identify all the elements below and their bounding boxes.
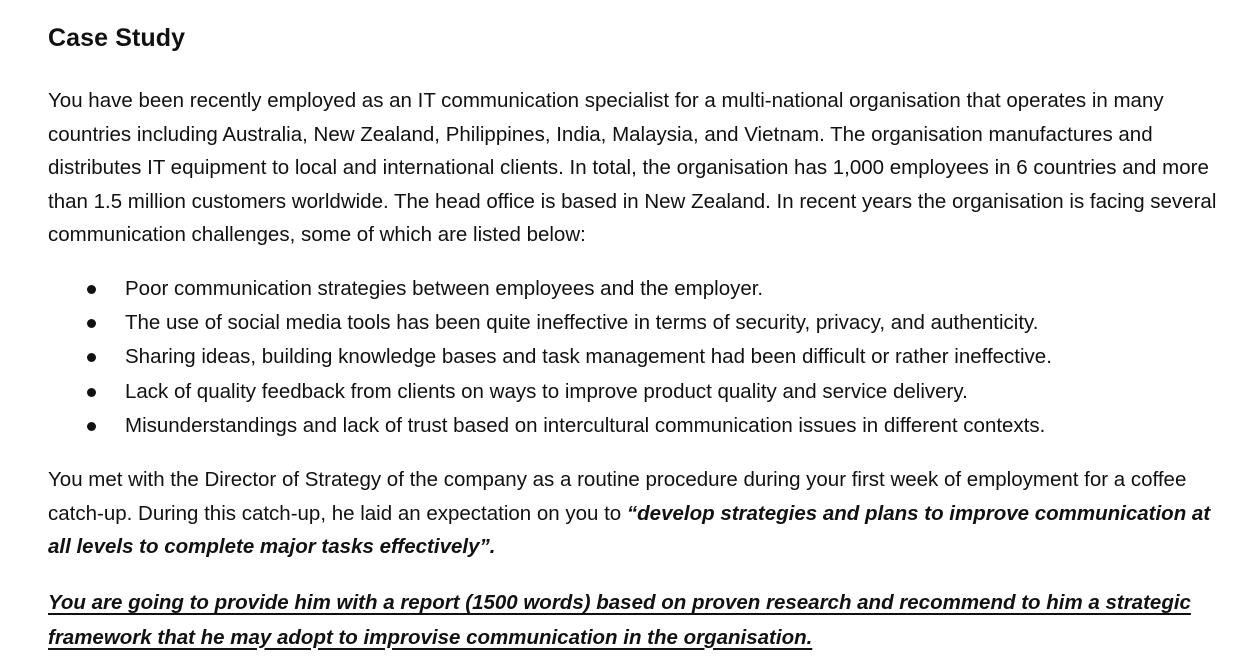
meeting-text: You met with the Director of Strategy of the company as a routine procedure during your first week of employment for a coffee catch-up. During this catch-up, he laid an expectation on you to [48, 468, 1187, 525]
list-item [0, 306, 1052, 340]
challenge-text: Sharing ideas, building knowledge bases and task management had been difficult or rather ineffective. [125, 345, 1052, 369]
bullet-icon [87, 388, 96, 397]
bullet-icon [87, 319, 96, 328]
list-item [0, 272, 1052, 306]
director-expectation-quote: “develop strategies and plans to improve communication at all levels to complete major tasks effectively”. [48, 501, 1211, 558]
document-title: Case Study [48, 24, 186, 52]
list-item [0, 375, 1052, 409]
meeting-paragraph [48, 463, 1228, 564]
challenge-text: Poor communication strategies between employees and the employer. [125, 277, 764, 300]
challenge-text: Lack of quality feedback from clients on ways to improve product quality and service delivery. [125, 379, 968, 403]
task-paragraph: You are going to provide him with a report (1500 words) based on proven research and recommend to him a strategic framework that he may adopt to improvise communication in the organisation. [48, 591, 1191, 649]
bullet-icon [87, 353, 96, 362]
challenge-text: Misunderstandings and lack of trust based on intercultural communication issues in different contexts. [125, 413, 1046, 437]
list-item [0, 409, 1052, 443]
bullet-icon [87, 285, 96, 294]
challenges-list [0, 272, 1052, 443]
bullet-icon [87, 422, 96, 431]
list-item [0, 340, 1052, 374]
intro-paragraph: You have been recently employed as an IT communication specialist for a multi-national organisation that operates in many countries including Australia, New Zealand, Philippines, India, Malaysia, and Vietnam. The organisation manufactures and distributes IT equipment to local and international clients. In total, the organisation has 1,000 employees in 6 countries and more than 1.5 million customers worldwide. The head office is based in New Zealand. In recent years the organisation is facing several communication challenges, some of which are listed below: [48, 89, 1217, 246]
challenge-text: The use of social media tools has been quite ineffective in terms of security, privacy, and authenticity. [125, 311, 1039, 335]
